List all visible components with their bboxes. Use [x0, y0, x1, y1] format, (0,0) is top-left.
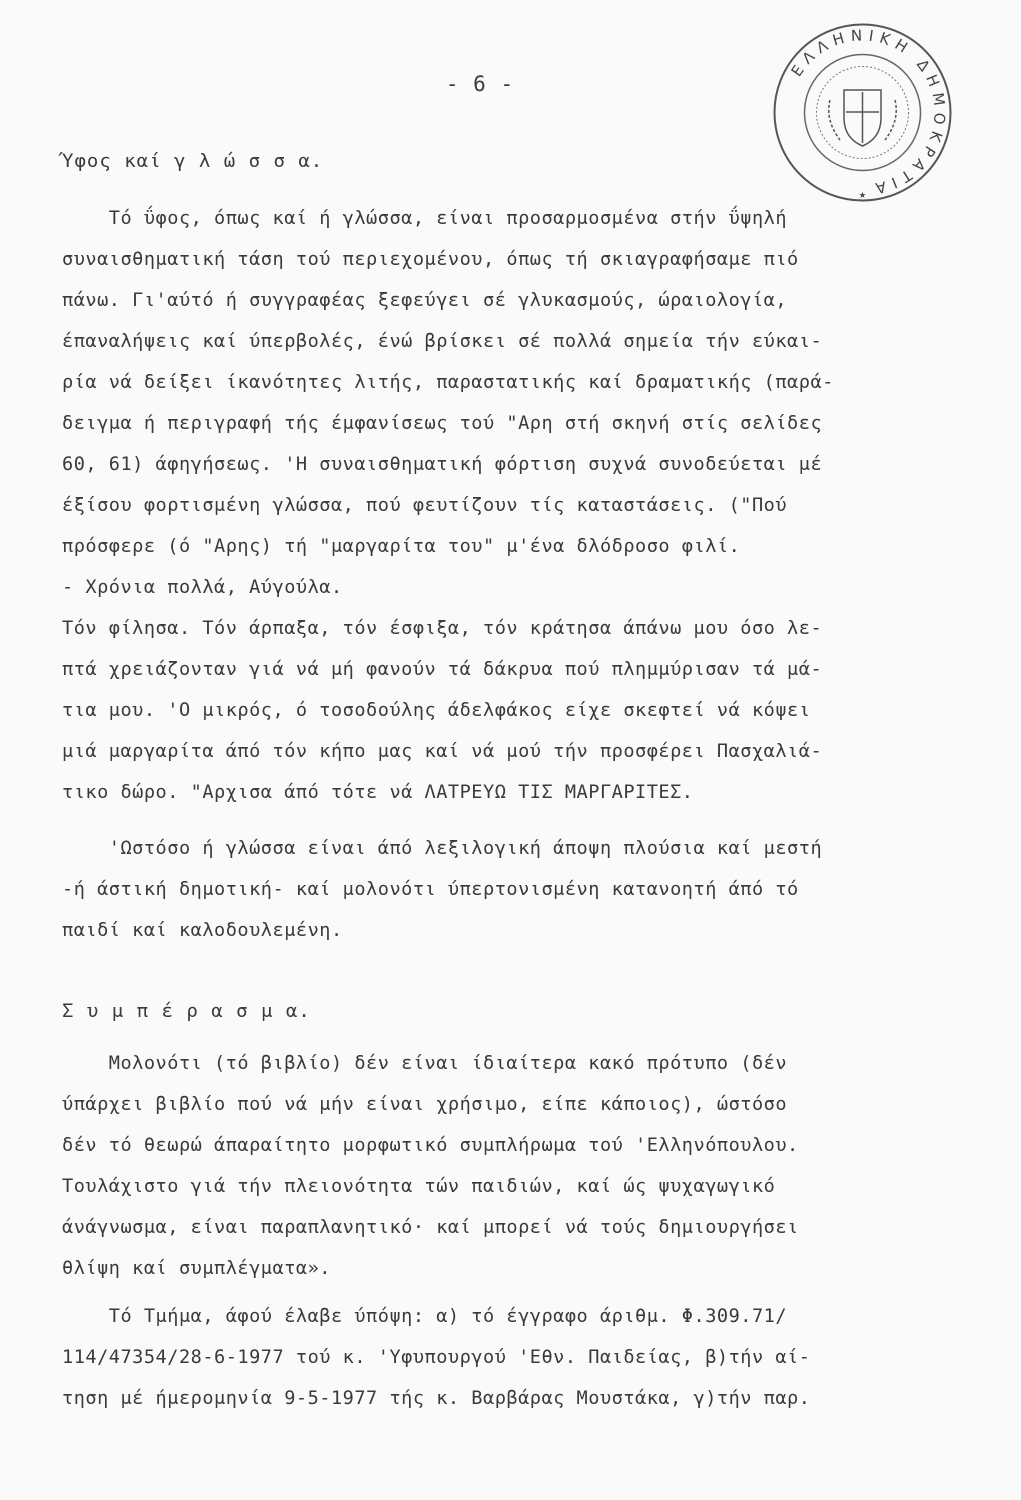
text-line: ρία νά δείξει ίκανότητες λιτής, παραστατικής καί δραματικής (παρά- [62, 372, 834, 393]
section-heading-style-language: Ύφος καί γ λ ώ σ σ α. [62, 150, 324, 172]
text-line: Μολονότι (τό βιβλίο) δέν είναι ίδιαίτερα κακό πρότυπο (δέν [62, 1053, 788, 1074]
text-line: - Χρόνια πολλά, Αύγούλα. [62, 577, 343, 598]
section-heading-conclusion: Σ υ μ π έ ρ α σ μ α. [62, 1000, 311, 1022]
text-line: ύπάρχει βιβλίο πού νά μήν είναι χρήσιμο, είπε κάποιος), ώστόσο [62, 1094, 788, 1115]
text-line: πρόσφερε (ό "Αρης) τή "μαργαρίτα του" μ'ένα δλόδροσο φιλί. [62, 536, 741, 557]
text-line: 'Ωστόσο ή γλώσσα είναι άπό λεξιλογική άποψη πλούσια καί μεστή [62, 838, 823, 859]
text-line: τικο δώρο. "Αρχισα άπό τότε νά ΛΑΤΡΕΥΩ ΤΙΣ ΜΑΡΓΑΡΙΤΕΣ. [62, 782, 694, 803]
svg-text:★: ★ [858, 187, 867, 201]
text-line: 60, 61) άφηγήσεως. 'Η συναισθηματική φόρτιση συχνά συνοδεύεται μέ [62, 454, 823, 475]
text-line: έπαναλήψεις καί ύπερβολές, ένώ βρίσκει σέ πολλά σημεία τήν εύκαι- [62, 331, 823, 352]
text-line: έξίσου φορτισμένη γλώσσα, πού φευτίζουν τίς καταστάσεις. ("Πού [62, 495, 788, 516]
text-line: δειγμα ή περιγραφή τής έμφανίσεως τού "Αρη στή σκηνή στίς σελίδες [62, 413, 823, 434]
coat-of-arms-icon [829, 90, 897, 146]
text-line: τηση μέ ήμερομηνία 9-5-1977 τής κ. Βαρβάρας Μουστάκα, γ)τήν παρ. [62, 1388, 811, 1409]
text-line: άνάγνωσμα, είναι παραπλανητικό· καί μπορεί νά τούς δημιουργήσει [62, 1217, 799, 1238]
text-line: πάνω. Γι'αύτό ή συγγραφέας ξεφεύγει σέ γλυκασμούς, ώραιολογία, [62, 290, 788, 311]
svg-text:ΕΛΛΗΝΙΚΗ ΔΗΜΟΚΡΑΤΙΑ: ΕΛΛΗΝΙΚΗ ΔΗΜΟΚΡΑΤΙΑ [787, 26, 949, 199]
text-line: μιά μαργαρίτα άπό τόν κήπο μας καί νά μού τήν προσφέρει Πασχαλιά- [62, 741, 823, 762]
text-line: τια μου. 'Ο μικρός, ό τοσοδούλης άδελφάκος είχε σκεφτεί νά κόψει [62, 700, 811, 721]
page-number: - 6 - [445, 72, 515, 96]
text-line: Τόν φίλησα. Τόν άρπαξα, τόν έσφιξα, τόν κράτησα άπάνω μου όσο λε- [62, 618, 823, 639]
paragraph-conclusion [62, 1043, 962, 1289]
text-line: -ή άστική δημοτική- καί μολονότι ύπερτονισμένη κατανοητή άπό τό [62, 879, 799, 900]
paragraph-style-language [62, 198, 962, 813]
text-line: Τουλάχιστο γιά τήν πλειονότητα τών παιδιών, καί ώς ψυχαγωγικό [62, 1176, 776, 1197]
text-line: 114/47354/28-6-1977 τού κ. 'Υφυπουργού 'Εθν. Παιδείας, β)τήν αί- [62, 1347, 811, 1368]
text-line: Τό ΰφος, όπως καί ή γλώσσα, είναι προσαρμοσμένα στήν ΰψηλή [62, 208, 788, 229]
text-line: δέν τό θεωρώ άπαραίτητο μορφωτικό συμπλήρωμα τού 'Ελληνόπουλου. [62, 1135, 799, 1156]
text-line: θλίψη καί συμπλέγματα». [62, 1258, 331, 1279]
official-seal [770, 20, 955, 205]
paragraph-department-decision [62, 1296, 962, 1419]
text-line: παιδί καί καλοδουλεμένη. [62, 920, 343, 941]
text-line: πτά χρειάζονταν γιά νά μή φανούν τά δάκρυα πού πλημμύρισαν τά μά- [62, 659, 823, 680]
text-line: συναισθηματική τάση τού περιεχομένου, όπως τή σκιαγραφήσαμε πιό [62, 249, 799, 270]
paragraph-language-summary [62, 828, 962, 951]
text-line: Τό Τμήμα, άφού έλαβε ύπόψη: α) τό έγγραφο άριθμ. Φ.309.71/ [62, 1306, 788, 1327]
